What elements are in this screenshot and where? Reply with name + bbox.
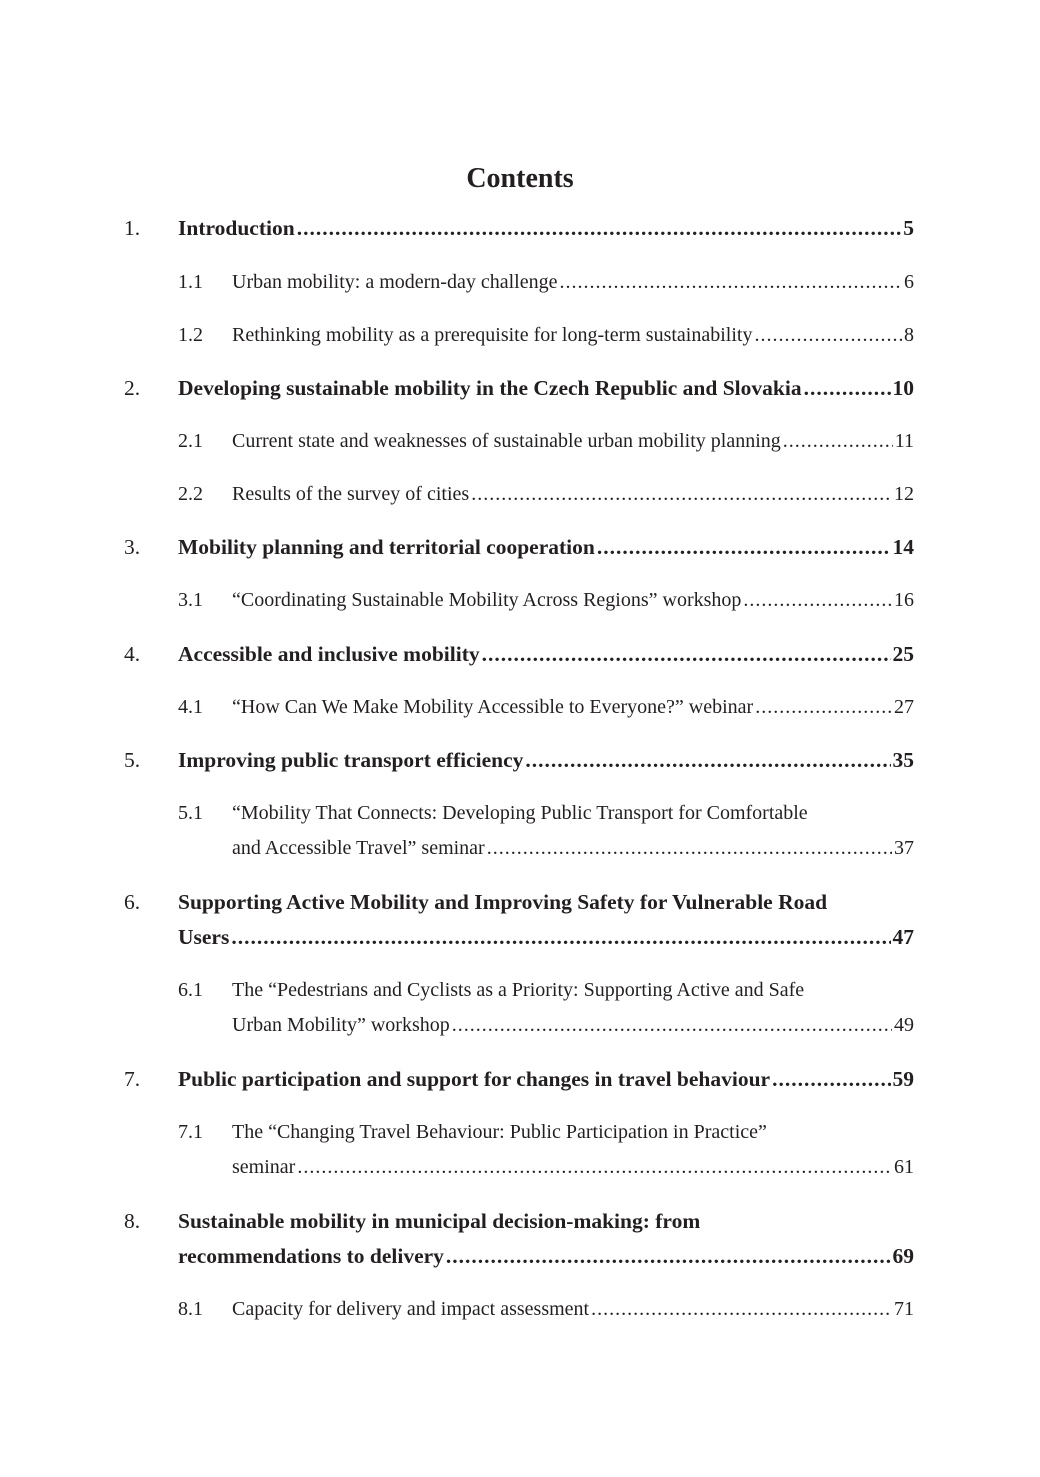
dot-leader xyxy=(755,696,892,719)
entry-number: 7.1 xyxy=(178,1121,203,1143)
page-number: 61 xyxy=(894,1156,914,1178)
entry-number: 1.1 xyxy=(178,271,203,293)
entry-line xyxy=(232,1014,914,1037)
entry-line xyxy=(232,324,914,347)
dot-leader xyxy=(754,324,902,347)
entry-line xyxy=(178,376,914,401)
entry-title: and Accessible Travel” seminar xyxy=(232,837,485,859)
entry-line xyxy=(178,890,914,915)
page-number: 5 xyxy=(903,216,914,240)
entry-number: 2. xyxy=(124,376,141,400)
entry-line xyxy=(232,837,914,860)
dot-leader xyxy=(446,1244,891,1269)
dot-leader xyxy=(482,642,891,667)
entry-title: The “Pedestrians and Cyclists as a Priority: Supporting Active and Safe xyxy=(232,979,805,1001)
page-number: 59 xyxy=(892,1067,914,1091)
entry-line xyxy=(178,642,914,667)
entry-number: 2.1 xyxy=(178,430,203,452)
page-number: 8 xyxy=(904,324,914,346)
entry-line xyxy=(232,979,914,1002)
entry-title: “Coordinating Sustainable Mobility Across Regions” workshop xyxy=(232,589,742,611)
dot-leader xyxy=(772,1067,890,1092)
dot-leader xyxy=(487,837,892,860)
entry-title: Current state and weaknesses of sustainable urban mobility planning xyxy=(232,430,781,452)
page-number: 47 xyxy=(892,925,914,949)
page-title: Contents xyxy=(466,163,574,194)
entry-title: seminar xyxy=(232,1156,296,1178)
entry-number: 5. xyxy=(124,748,141,772)
entry-title: “Mobility That Connects: Developing Public Transport for Comfortable xyxy=(232,802,808,824)
dot-leader xyxy=(297,1156,892,1179)
dot-leader xyxy=(471,483,892,506)
entry-title: Users xyxy=(178,925,230,949)
page-number: 69 xyxy=(892,1244,914,1268)
entry-number: 8.1 xyxy=(178,1298,203,1320)
dot-leader xyxy=(559,271,902,294)
dot-leader xyxy=(297,216,902,241)
page-number: 35 xyxy=(892,748,914,772)
entry-number: 7. xyxy=(124,1067,141,1091)
entry-title: Improving public transport efficiency xyxy=(178,748,524,772)
entry-title: Sustainable mobility in municipal decision-making: from xyxy=(178,1209,701,1233)
dot-leader xyxy=(783,430,893,453)
entry-title: Developing sustainable mobility in the Czech Republic and Slovakia xyxy=(178,376,802,400)
entry-line xyxy=(178,535,914,560)
entry-title: Mobility planning and territorial cooperation xyxy=(178,535,595,559)
entry-title: Urban mobility: a modern-day challenge xyxy=(232,271,558,293)
entry-title: Public participation and support for changes in travel behaviour xyxy=(178,1067,771,1091)
page-number: 71 xyxy=(894,1298,914,1320)
dot-leader xyxy=(743,589,892,612)
entry-line xyxy=(232,696,914,719)
entry-number: 6. xyxy=(124,890,141,914)
entry-line xyxy=(232,1156,914,1179)
page-number: 6 xyxy=(904,271,914,293)
page-number: 27 xyxy=(894,696,914,718)
entry-number: 1.2 xyxy=(178,324,203,346)
entry-line xyxy=(178,1209,914,1234)
entry-title: “How Can We Make Mobility Accessible to Everyone?” webinar xyxy=(232,696,754,718)
entry-line xyxy=(178,1067,914,1092)
entry-number: 1. xyxy=(124,216,141,240)
entry-number: 3.1 xyxy=(178,589,203,611)
dot-leader xyxy=(597,535,891,560)
entry-line xyxy=(232,802,914,825)
entry-number: 3. xyxy=(124,535,141,559)
entry-title: The “Changing Travel Behaviour: Public Participation in Practice” xyxy=(232,1121,767,1143)
entry-number: 5.1 xyxy=(178,802,203,824)
page-number: 37 xyxy=(894,837,914,859)
entry-title: recommendations to delivery xyxy=(178,1244,444,1268)
dot-leader xyxy=(452,1014,892,1037)
entry-line xyxy=(178,1244,914,1269)
entry-title: Introduction xyxy=(178,216,295,240)
entry-number: 8. xyxy=(124,1209,141,1233)
entry-title: Supporting Active Mobility and Improving Safety for Vulnerable Road xyxy=(178,890,828,914)
entry-line xyxy=(178,216,914,241)
dot-leader xyxy=(591,1298,892,1321)
entry-line xyxy=(232,271,914,294)
entry-title: Accessible and inclusive mobility xyxy=(178,642,480,666)
entry-line xyxy=(178,748,914,773)
page-number: 49 xyxy=(894,1014,914,1036)
entry-number: 4. xyxy=(124,642,141,666)
page-number: 25 xyxy=(892,642,914,666)
entry-title: Results of the survey of cities xyxy=(232,483,470,505)
entry-number: 6.1 xyxy=(178,979,203,1001)
dot-leader xyxy=(525,748,890,773)
entry-title: Capacity for delivery and impact assessment xyxy=(232,1298,590,1320)
dot-leader xyxy=(231,925,890,950)
entry-number: 2.2 xyxy=(178,483,203,505)
entry-line xyxy=(232,483,914,506)
entry-line xyxy=(232,1298,914,1321)
entry-title: Urban Mobility” workshop xyxy=(232,1014,450,1036)
page-number: 10 xyxy=(892,376,914,400)
entry-line xyxy=(178,925,914,950)
entry-line xyxy=(232,1121,914,1144)
entry-line xyxy=(232,589,914,612)
entry-line xyxy=(232,430,914,453)
page-number: 14 xyxy=(892,535,914,559)
entry-title: Rethinking mobility as a prerequisite for long-term sustainability xyxy=(232,324,753,346)
dot-leader xyxy=(804,376,891,401)
page-number: 12 xyxy=(894,483,914,505)
page-number: 11 xyxy=(894,430,914,452)
page-number: 16 xyxy=(894,589,914,611)
entry-number: 4.1 xyxy=(178,696,203,718)
